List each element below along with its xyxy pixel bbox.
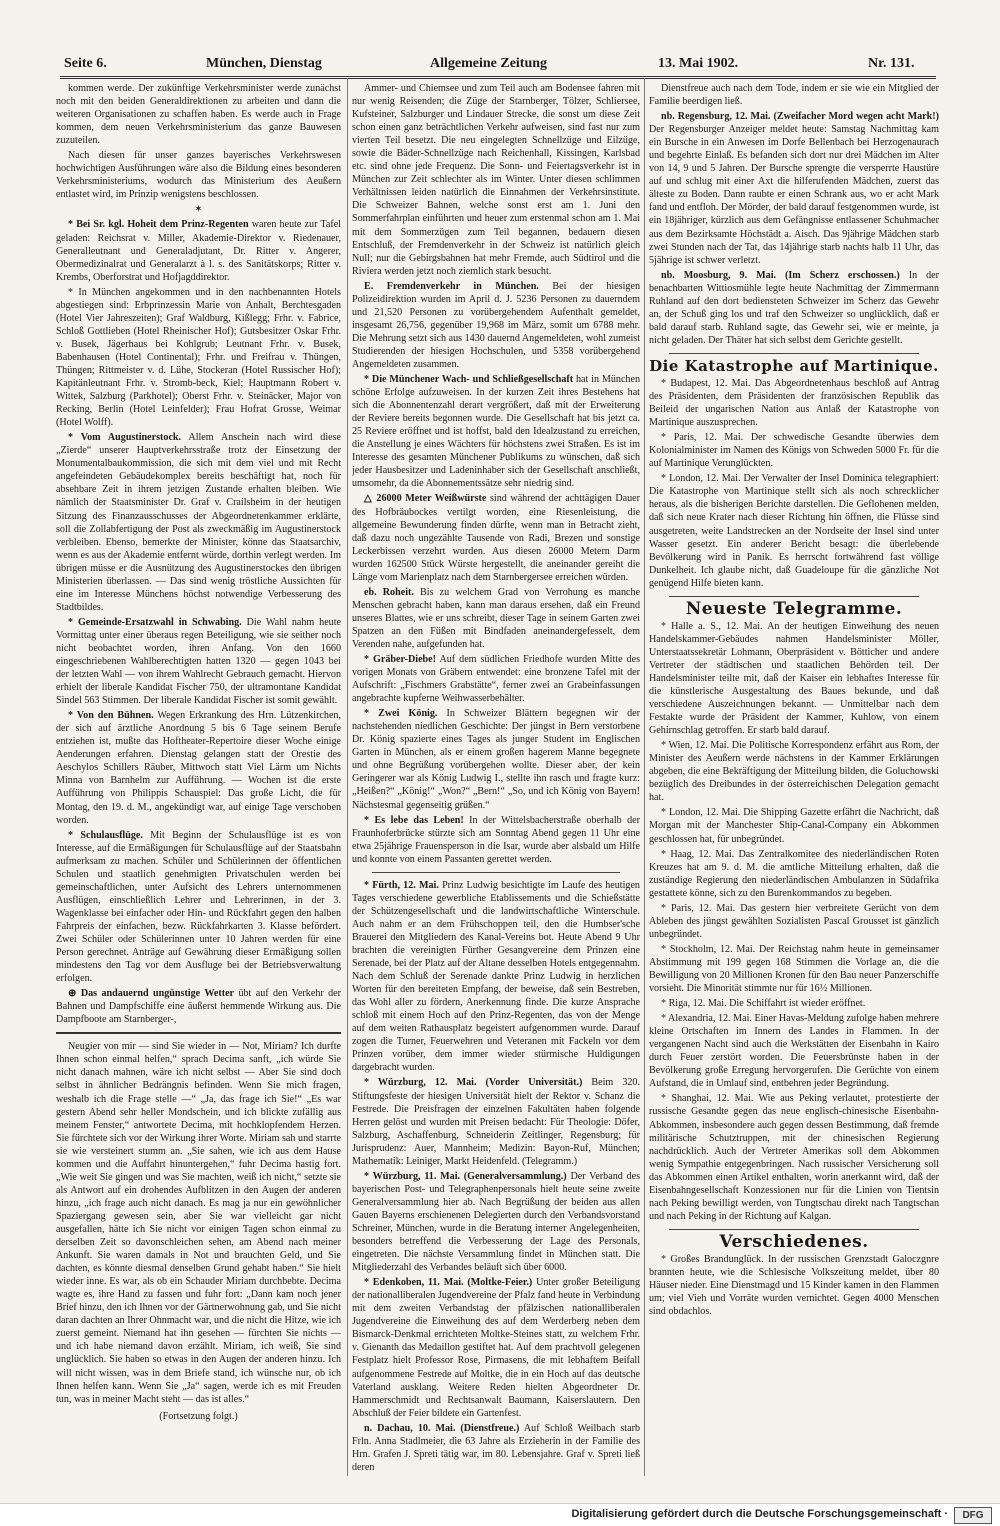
article-heading: * Zwei König. — [364, 708, 438, 720]
issue-date: 13. Mai 1902. — [658, 56, 739, 71]
telegram-item: * Budapest, 12. Mai. Das Abgeordnetenhaus beschloß auf Antrag des Präsidenten, dem Präsidenten der französischen Republik das Beileid der ungarischen Nation aus Anlaß der Katastrophe von Martinique auszusprechen. — [649, 377, 939, 429]
article-body: waren heute zur Tafel geladen: Reichsrat v. Miller, Akademie-Direktor v. Riedenauer, Generalleutnant und Generaladjutant, Dr. Ritter v. Angerer, Obermedizinalrat und Generalarzt à l. s. des Sanitätskorps; Ritter v. Krembs, Oberforstrat und Hofjagddirektor. — [56, 219, 341, 283]
article-heading: * Die Münchener Wach- und Schließgesellschaft — [364, 374, 574, 386]
article-heading: n. Dachau, 10. Mai. (Dienstfreue.) — [364, 1422, 520, 1434]
article-body: Wegen Erkrankung des Hrn. Lützenkirchen, der sich auf ärztliche Anordnung 5 bis 6 Tage seinem Berufe entziehen ist, mußte das Hoftheater-Repertoire dieser Woche einige Aenderungen erfahren. Dienstag gelangen statt der Orestie des Aeschylos Schillers Räuber, Mittwoch statt Viel Lärm um Nichts Minna von Barnhelm zur Aufführung. — Wochen ist die erste Aufführung von Philippis Schauspiel: Das große Licht, die für Montag, den 19. d. M., angekündigt war, auf einige Tage verschoben worden. — [56, 710, 341, 826]
article-heading: * Gemeinde-Ersatzwahl in Schwabing. — [68, 616, 242, 628]
telegram-item: * Paris, 12. Mai. Das gestern hier verbreitete Gerücht von dem Ableben des jüngst gewählten Sozialisten Pascal Grousset ist gänzlich unbegründet. — [649, 902, 939, 940]
article-paragraph — [352, 373, 640, 490]
article-paragraph — [352, 814, 640, 866]
article-paragraph — [56, 709, 341, 826]
article-heading: * Es lebe das Leben! — [364, 814, 464, 826]
article-paragraph — [56, 829, 341, 986]
article-body: Bei der hiesigen Polizeidirektion wurden im April d. J. 5236 Personen zu dauerndem und 21,520 Personen zu vorübergehendem Aufenthalt gemeldet, insgesamt 26,756, gegenüber 19,968 im März, somit um 6788 mehr. Die Mehrung setzt sich aus 1430 dauernd Angemeldeten, wohl zumeist Studierenden der hiesigen Hochschulen, und 5358 vorübergehend Angemeldeten zusammen. — [352, 280, 640, 370]
article-heading: ⊕ Das andauernd ungünstige Wetter — [68, 988, 235, 1000]
telegram-item: * Haag, 12. Mai. Das Zentralkomitee des niederländischen Roten Kreuzes hat am 9. d. M. die amtliche Mitteilung erhalten, daß die zuständige Regierung den niederländischen Ambulanzen in Südafrika gestattete könne, sich zu den Burenkommandos zu begeben. — [649, 848, 939, 899]
article-body: Auf dem südlichen Friedhofe wurden Mitte des vorigen Monats von Gräbern entwendet: eine bronzene Tafel mit der Aufschrift: „Fischmers Grabstätte“, ferner zwei an Grabeinfassungen angebrachte kupferne Weihwasserbehälter. — [352, 654, 640, 705]
section-rule — [669, 353, 919, 354]
article-paragraph — [56, 431, 341, 614]
article-paragraph — [352, 492, 640, 583]
article-heading: * Fürth, 12. Mai. — [364, 879, 439, 891]
header-place-date: München, Dienstag — [206, 56, 322, 71]
feuilleton-rule — [56, 1032, 341, 1034]
article-paragraph — [352, 879, 640, 1075]
column-rule-1 — [347, 78, 348, 1476]
telegram-item: * Alexandria, 12. Mai. Einer Havas-Meldung zufolge haben mehrere kleine Ortschaften im Innern des Landes in Flammen. In der vergangenen Nacht sind auch die Werkstätten der Eisenbahn in Kairo durch Feuer zerstört worden. Die Feuersbrünste haben in der Bevölkerung große Erregung hervorgerufen. Die Gerüchte von einem Aufstand, die in Umlauf sind, entbehren jeder Begründung. — [649, 1013, 939, 1090]
article-heading: nb. Moosburg, 9. Mai. (Im Scherz erschossen.) — [661, 269, 900, 281]
telegram-item: * Wien, 12. Mai. Die Politische Korrespondenz erfährt aus Rom, der Minister des Aeußern werde nächstens in der Kammer Erklärungen abgeben, die eine Bekräftigung der Mitteilung bilden, die Goluchowski bezüglich des Dreibundes in der österreichischen Delegation gemacht hat. — [649, 740, 939, 804]
issue-number: Nr. 131. — [868, 56, 915, 71]
article-body: In der Wittelsbacherstraße oberhalb der Fraunhoferbrücke stürzte sich am Sonntag Abend gegen 11 Uhr eine etwa 25jährige Frauensperson in die Isar, wurde aber alsbald um Hilfe und konnte von einem Passanten gerettet werden. — [352, 814, 640, 865]
article-heading: * Bei Sr. kgl. Hoheit dem Prinz-Regenten — [68, 219, 249, 231]
digitization-footer — [0, 1503, 1000, 1526]
header-rule — [60, 76, 936, 77]
article-paragraph — [649, 269, 939, 347]
article-body: Allem Anschein nach wird diese „Zierde“ unserer Hauptverkehrsstraße trotz der Einsetzung der Monumentalbaukommission, die sich mit dem viel und mit Recht angefeindeten Gebäudekomplex bereits beschäftigt hat, noch für absehbare Zeit in ihrem jetzigen Zustande erhalten bleiben. Wie nämlich der Staatsminister Dr. Graf v. Crailsheim in der heutigen Sitzung des Finanzausschusses der Abgeordnetenkammer erklärte, soll die Zollabfertigung der Post als zweckmäßig im Augustinerstock verbleiben. Ebenso, bemerkte der Minister, könne das Staatsarchiv, wenn es aus der Akademie entfernt würde, dorthin verlegt werden. Im übrigen müsse er die Ausnützung des Augustinerstockes den übrigen Ministerien überlassen. — Das sind wenig tröstliche Aussichten für eine im Interesse Münchens höchst notwendige Verbesserung des Stadtbildes. — [56, 432, 341, 613]
article-paragraph — [352, 1276, 640, 1420]
article-body: Unter großer Beteiligung der nationalliberalen Jugendvereine der Pfalz fand heute in Verbindung mit dem zweiten Verbandstag der pfälzischen nationalliberalen Jugendvereine die Einweihung des auf dem Werderberg neben dem Bismarck-Denkmal errichteten Moltke-Steines statt, zu welchem Frhr. v. Gienanth das Medaillon gestiftet hat. Auf dem prachtvoll gelegenen Festplatz hielt Professor Rose, Pirmasens, die mit lebhaftem Beifall aufgenommene Festrede auf Moltke, die in ein Hoch auf das deutsche Vaterland ausklang. Weitere Reden hielten Abgeordneter Dr. Hammerschmidt und Rechtsanwalt Baumann, Kaiserslautern. Den Abschluß der Feier bildete ein Gartenfest. — [352, 1277, 640, 1419]
section-title-telegrams: Neueste Telegramme. — [685, 598, 903, 619]
article-paragraph — [56, 218, 341, 283]
article-body: hat in München schöne Erfolge aufzuweisen. In der kurzen Zeit ihres Bestehens hat sich die Abonnentenzahl derart vergrößert, daß mit der Erweiterung der Reviere bereits begonnen wurde. Die Gesellschaft hat bis jetzt ca. 25 Reviere eröffnet und ist hoffst, bald den Idealzustand zu erreichen, die Anstellung je eines Wächters für höchstens zwei Straßen. Es ist im Interesse des gesamten Münchener Publikums zu wünschen, daß sich jeder Hausbesitzer und Ladeninhaber sich der Gesellschaft anschließt, umsomehr, da die Abonnementssätze sehr niedrig sind. — [352, 374, 640, 490]
page-header — [60, 56, 936, 78]
article-paragraph — [352, 653, 640, 705]
column-1 — [56, 82, 341, 1482]
article-paragraph: Ammer- und Chiemsee und zum Teil auch am Bodensee fahren mit nur wenig Reisenden; die Züge der Starnberger, Tölzer, Schliersee, Kufsteiner, Salzburger und Lindauer Strecke, die sonst um diese Zeit schon einen ganz beträchtlichen Verkehr aufweisen, sind fast nur zum vierten Teil besetzt. Die neu eingelegten Schnellzüge und Eilzüge, sowie die Bäder-Schnellzüge nach Reichenhall, Kissingen, Karlsbad etc. sind ohne jede Frequenz. Die Sonn- und Feiertagsverkehr ist in München zur Zeit schlechter als im Winter. Unter diesen schlimmen Verhältnissen leiden natürlich die Einnahmen der Verkehrsinstitute. Die Schweizer Bahnen, welche sonst erst am 1. Juni den Sommerfahrplan einführten und heuer zum erstenmal schon am 1. Mai mit dem Sommerzügen zum Teil begannen, bedauern diesen Entschluß, der Fremdenverkehr in der Schweiz ist natürlich gleich Null; nur die Gebirgsbahnen hat mehr Fremde, auch Südtirol und die Riviera werden jetzt noch ziemlich stark besucht. — [352, 83, 640, 277]
article-body: Prinz Ludwig besichtigte im Laufe des heutigen Tages verschiedene gewerbliche Etablissements und die Schießstätte der Schützengesellschaft und die landwirtschaftliche Winterschule. Auch nahm er an dem Frühschoppen teil, den die Humbser'sche Brauerei den Mitgliedern des Kanal-Vereins bot. Heute Abend 9 Uhr brachten die vereinigten Fürther Gesangvereine dem Prinzen eine Serenade, bei der Platz auf der Altane desselben Hotels entgegennahm. Nach dem Schluß der Serenade dankte Prinz Ludwig in herzlichen Worten für den bereiteten Empfang, der beweise, daß sein Bestreben, das Wohl aller zu fördern, Anerkennung finde. Die kurze Ansprache schloß mit einem Hoch auf den Prinz-Regenten, das von der Menge auf dem weiten Rathausplatz begeistert aufgenommen wurde. Darauf zogen die Turner, Feuerwehren und Veteranen mit Fackeln vor dem Prinzen vorüber, dem immer wieder stürmische Huldigungen dargebracht wurden. — [352, 879, 640, 1074]
section-title-martinique: Die Katastrophe auf Martinique. — [649, 356, 939, 375]
telegram-item: * Paris, 12. Mai. Der schwedische Gesandte überwies dem Kolonialminister im Namen des Königs von Schweden 5000 Fr. für die auf Martinique Verunglückten. — [649, 432, 939, 470]
article-paragraph: Nach diesen für unser ganzes bayerisches Verkehrswesen hochwichtigen Ausführungen wäre also die Bildung eines besonderen Verkehrsministeriums, wodurch das Ministerium des Aeußern entlastet wird, im Prinzip wenigstens beschlossen. — [56, 150, 341, 201]
article-heading: eb. Roheit. — [364, 586, 414, 598]
page-number: Seite 6. — [64, 56, 107, 71]
article-paragraph — [56, 616, 341, 707]
article-heading: * Vom Augustinerstock. — [68, 432, 182, 444]
column-rule-2 — [644, 78, 645, 1476]
article-heading: * Würzburg, 12. Mai. (Vorder Universität.) — [364, 1077, 583, 1089]
article-paragraph — [352, 707, 640, 811]
telegram-item: * Shanghai, 12. Mai. Wie aus Peking verlautet, protestierte der russische Gesandte gegen das neue englisch-chinesische Eisenbahn-Abkommen, insbesondere auch gegen dessen Bestimmung, daß fremde militärische Schutztruppen, mit der chinesischen Regierung nachdrücklich. Auch der Vertreter Amerikas soll dem Abkommen wenig Sympathie entgegenbringen. Nach russischer Versicherung soll das Abkommen einen Artikel enthalten, worin anerkannt wird, daß der Eisenbahngesellschaft Konzessionen nur für die Linien von Tientsin nach Peking bewilligt werden, von Tungtschau direkt nach Tangtschan und nach Peking in der Richtung auf Kalgan. — [649, 1093, 939, 1222]
article-body: Beim 320. Stiftungsfeste der hiesigen Universität hielt der Rektor v. Schanz die Festrede. Die Preisfragen der einzelnen Fakultäten haben folgende Herren gelöst und wurden mit Preisen bedacht: Für Theologie: Döfer, Salzburg, Aschaffenburg, Schneiderin Zeitlinger, Regensburg; für Jurisprudenz: Auer, Mannheim; Medizin: Bayon-Ruf, München; Mathematik: Leiniger, Markt Heidenfeld. (Telegramm.) — [352, 1077, 640, 1167]
telegram-item: * Stockholm, 12. Mai. Der Reichstag nahm heute in gemeinsamer Abstimmung mit 199 gegen 168 Stimmen die Vorlage an, die die Bewilligung von 20 Millionen Kronen für den Bau neuer Panzerschiffe vorsieht. Die Minorität stimmte nur für 16½ Millionen. — [649, 943, 939, 995]
article-heading: * Von den Bühnen. — [68, 710, 154, 722]
footer-credit: Digitalisierung gefördert durch die Deutsche Forschungsgemeinschaft · — [571, 1508, 948, 1520]
dfg-logo-icon: DFG — [954, 1507, 992, 1524]
header-rule-2 — [60, 78, 936, 79]
article-body: Der Verband des bayerischen Post- und Telegraphenpersonals hielt heute seine zweite Generalversammlung hier ab. Nach Begrüßung der beiden aus allen Gauen Bayerns erschienenen Delegierten durch den Verbandsvorstand Schreiner, München, wurde in die Beratung interner Angelegenheiten, besonders betreffend die Verbesserung der Lage des Personals, eingetreten. Die nächste Versammlung findet in München statt. Die Mitgliederzahl des Verbandes beläuft sich über 6000. — [352, 1170, 640, 1274]
article-body: sind während der achttägigen Dauer des Hofbräubockes vertilgt worden, eine Riesenleistung, die allgemeine Bewunderung finden dürfte, wenn man in Betracht zieht, daß dazu noch ungezählte Tausende von Radi, Brezen und sonstige Leckerbissen verzehrt wurden. Aus diesen 26000 Metern Darm wurden 162500 Stück Würste hergestellt, die aneinander gereiht die Länge vom Marienplatz nach dem Starnbergersee erreichen würden. — [352, 493, 640, 583]
article-body: übt auf den Verkehr der Bahnen und Dampfschiffe eine äußerst hemmende Wirkung aus. Die Dampfboote am Starnberger-, — [56, 988, 341, 1026]
article-heading: * Gräber-Diebe! — [364, 654, 437, 666]
article-body: Der Regensburger Anzeiger meldet heute: Samstag Nachmittag kam ein Bursche in ein Anwesen im Dorfe Bellenbach bei Herzogenaurach und begehrte Einlaß. Es befanden sich dort nur drei Mädchen im Alter von 14, 9 und 5 Jahren. Der Bursche sprengte die versperrte Haustüre auf und schlug mit einer Axt die hilferufenden Mädchen, zuerst das älteste zu Boden. Dann raubte er einen Schrank aus, wo er acht Mark fand und entfloh. Der Mörder, der bald darauf festgenommen wurde, ist ein 18jähriger, kürzlich aus dem Gefängnisse entlassener Schuhmacher aus dem Bezirksamte Höchstädt a. Aisch. Das 9jährige Mädchen starb zwei Stunden nach der Tat, das 14jährige starb nachts halb 11 Uhr, das 5jährige ist schwer verletzt. — [649, 124, 939, 266]
article-paragraph — [56, 987, 341, 1026]
article-paragraph — [352, 280, 640, 371]
article-heading: △ 26000 Meter Weißwürste — [364, 493, 487, 505]
telegram-item: * Riga, 12. Mai. Die Schiffahrt ist wieder eröffnet. — [661, 998, 866, 1010]
article-heading: * Schulausflüge. — [68, 829, 143, 841]
continuation-note: (Fortsetzung folgt.) — [159, 1410, 238, 1422]
section-rule — [372, 872, 620, 873]
telegram-item: * Halle a. S., 12. Mai. An der heutigen Einweihung des neuen Handelskammer-Gebäudes nahmen Handelsminister Möller, Unterstaatssekretär Lohmann, Oberpräsident v. Bötticher und andere Vertreter der städtischen und staatlichen Behörden teil. Der Handelsminister teilte mit, daß der Kaiser ein lebhaftes Interesse für die künstlerische Ausgestaltung des Baues bekunde, und daß verschiedene Auszeichnungen bekannt. — Unmittelbar nach dem Festakte wurde der Präsident der Kammer, Kuhlow, von einem Gehirnschlag getroffen. Er starb bald darauf. — [649, 620, 939, 737]
article-paragraph: kommen werde. Der zukünftige Verkehrsminister werde zunächst noch mit den beiden Generaldirektionen zu arbeiten und dann die weiteren Organisationen zu schaffen haben. Es werde auch in Frage kommen, dem neuen Verkehrsministerium das ganze Bauwesen zuzuteilen. — [56, 83, 341, 147]
section-rule — [669, 1229, 919, 1230]
article-heading: nb. Regensburg, 12. Mai. (Zweifacher Mord wegen acht Mark!) — [661, 111, 939, 123]
column-2 — [352, 82, 640, 1482]
article-paragraph — [352, 1170, 640, 1274]
separator-star: ✶ — [194, 204, 203, 216]
article-heading: E. Fremdenverkehr in München. — [364, 280, 539, 292]
feuilleton-text: Neugier von mir — sind Sie wieder in — Not, Miriam? Ich durfte Ihnen schon einmal helfen,“ sprach Decima sanft, „ich würde Sie nicht danach mahnen, wäre ich nicht selbst — Aber Sie sind doch selbst in ähnlicher Bedrängnis befinden. Wenn Sie mich fragen, weshalb ich die Frage stelle —“ „Ja, das frage ich Sie!“ „Es war gestern Abend sehr heller Mondschein, und ich blickte zufällig aus meinem Fenster,“ antwortete Decima, mit hochklopfendem Herzen. Sie fürchtete sich vor der Wirkung ihrer Worte. Miriam sah und starrte sie wie versteinert stumm an. „Sie sahen, wie ich aus dem Hause kommen und die Auffahrt hinuntergehen,“ fuhr Decima hastig fort. „Wie weit Sie gingen und was Sie machten, weiß ich nicht,“ setzte sie als Antwort auf ein drohendes Aufblitzen in den Augen der anderen hinzu, „ich frage auch nicht danach. Es mag ja nur ein gewöhnlicher Spaziergang gewesen sein, aber Sie war vielleicht gar nicht ausgefallen, hätte ich Sie nicht vor einigen Tagen schon einmal zu derselben Zeit so davonschleichen sehen, am Abend nach meiner Ankunft. Sie waren damals in Not und brauchten Geld, und Sie dachten, es könnte diesmal denselben Grund gehabt haben.“ Sie hielt wieder inne. Es war, als ob ein Schauder Miriam durchbebte. Decima wagte es, ihre Hand zu fassen und fuhr fort: „Dann kam noch jener Brief hinzu, den ich Ihnen vor der Gärtnerwohnung gab, und Sie nicht daran dachten an Ihrer Ohnmacht war, und die nicht die Hitze, wie ich zuerst gemeint. Niemand hat ihn gesehen — fürchten Sie nichts — und ich habe niemand davon erzählt. Miriam, ich weiß, Sie sind unglücklich. Sie haben so etwas in den Augen der anderen hinzu. Ich will nicht wissen, was in dem Briefe stand, ich wünsche nur, ob ich Ihnen helfen kann. Wenn Sie „Ja“ sagen, werde ich es mit Freuden tun, was in meiner Macht steht — das ist alles.“ — [56, 1041, 341, 1405]
article-paragraph: Dienstfreue auch nach dem Tode, indem er sie wie ein Mitglied der Familie beerdigen ließ. — [649, 83, 939, 108]
article-paragraph — [352, 1076, 640, 1167]
article-paragraph — [352, 586, 640, 651]
section-title-misc: Verschiedenes. — [719, 1231, 869, 1252]
column-3 — [649, 82, 939, 1482]
article-body: Mit Beginn der Schulausflüge ist es von Interesse, auf die Ermäßigungen für Schulausflüge auf der Staatsbahn aufmerksam zu machen. Schüler und Schülerinnen der öffentlichen Schulen und staatlich genehmigten Privatschulen werden bei gemeinschaftlichen, unter Aufsicht des Lehrers unternommenen Ausflügen, einschließlich Lehrer und Lehrerinnen, in der 3. Wagenklasse bei einfacher oder Hin- und Rückfahrt gegen den halben Fahrpreis der einfachen, bezw. Rückfahrkarten 3. Klasse befördert. Zwei Schüler oder Schülerinnen unter 10 Jahren werden für eine Person gerechnet. Anträge auf Gewährung dieser Ermäßigung sollen mindestens den Tag vor dem Ausfluge bei der Betriebsverwaltung erfolgen. — [56, 829, 341, 985]
article-body: Die Wahl nahm heute Vormittag unter einer überaus regen Beteiligung, wie sie seither noch nicht beobachtet worden, ihren Anfang. Von den 1660 eingeschriebenen Wahlberechtigten hatten 1320 — gegen 1043 bei der letzten Wahl — von ihrem Wahlrecht Gebrauch gemacht. Hiervon erhielt der liberale Kandidat Fischer 750, der ultramontane Kandidat Sindel 563 Stimmen. Der liberale Kandidat Fischer ist somit gewählt. — [56, 616, 341, 707]
misc-item: * Großes Brandunglück. In der russischen Grenzstadt Galoczgnre brannten heute, wie die Schlesische Volkszeitung meldet, über 80 Häuser nieder. Eine Dienstmagd und 15 Kinder kamen in den Flammen um; viel Vieh und Vorräte wurden vernichtet. Gegen 4000 Menschen sind obdachlos. — [649, 1253, 939, 1318]
telegram-item: * London, 12. Mai. Der Verwalter der Insel Dominica telegraphiert: Die Katastrophe von Martinique stellt sich als noch schrecklicher heraus, als die bisherigen Berichte darstellen. Die Geflohenen melden, daß sich neue Krater nach dieser Richtung hin öffnen, die Flüsse sind ausgetreten, weite Landstrecken an der Nordseite der Insel sind unter Wasser gesetzt. Ein anderer Bericht besagt: die überlebende Bevölkerung wird in Panik. Es herrscht fortwährend fast völlige Dunkelheit. Ich glaube nicht, daß Guadeloupe für die gänzliche Not genügend Hilfe bieten kann. — [649, 473, 939, 589]
article-body: In der benachbarten Wittiosmühle legte heute Nachmittag der Zimmermann Ruhland auf den dort bediensteten Schweizer im Scherz das Gewehr an, der Schuß ging los und traf den Schweizer so unglücklich, daß er bald darauf starb. Ruhland sagte, das Gewehr sei, wie er meinte, ja nicht geladen. Der Thäter hat sich selbst dem Gerichte gestellt. — [649, 269, 939, 346]
article-body: Auf Schloß Weilbach starb Frln. Anna Stadlmeier, die 63 Jahre als Erzieherin in der Familie des Hrn. Grafen J. Spreti tätig war, im 80. Lebensjahre. Graf v. Spreti ließ deren — [352, 1422, 640, 1473]
article-paragraph — [649, 110, 939, 267]
article-body: Bis zu welchem Grad von Verrohung es manche Menschen gebracht haben, kann man daraus ersehen, daß ein Freund unseres Blattes, wie er uns schreibt, dieser Tage in seinem Garten zwei Spatzen an den Füßen mit Bindfaden aneinandergefesselt, dem Verenden nahe, aufgefunden hat. — [352, 586, 640, 650]
newspaper-title: Allgemeine Zeitung — [430, 56, 548, 71]
article-paragraph: * In München angekommen und in den nachbenannten Hotels abgestiegen sind: Erbprinzessin Marie von Anhalt, Berchtesgaden (Hotel Vier Jahreszeiten); Graf Waldburg, Kißlegg; Frhr. v. Fabrice, Schloß Gottlieben (Hotel Rheinischer Hof); Gutsbesitzer Oskar Frhr. v. Busek, Jägerhaus bei Kohlgrub; Leutnant Frhr. v. Busek, Babenhausen (Hotel Continental); Frhr. und Freifrau v. Thüngen, Thüngen; Rittmeister v. d. Lühe, Stockeran (Hotel Russischer Hof); Kapitänleutnant Frhr. v. Stromb-beck, Kiel; Hauptmann Robert v. Wittek, Salzburg (Parkhotel); Oberst Frhr. v. Steinäcker, Major von Recking, Berlin (Hotel Leinfelder); Frau Hofrat Grosse, Weimar (Hotel Wolff). — [56, 286, 341, 429]
article-heading: * Würzburg, 11. Mai. (Generalversammlung.) — [364, 1170, 567, 1182]
article-body: In Schweizer Blättern begegnen wir der nachstehenden niedlichen Geschichte: Der jüngst in Bern verstorbene Dr. König spazierte eines Tages als junger Student im Englischen Garten in München, als er einem großen hagerem Manne begegnete und ohne Begrüßung vorübergehen wollte. Dieser aber, der kein Geringerer war als König Ludwig I., stellte ihn rasch und fragte kurz: „Heißen?“ „König!“ „Won?“ „Bern!“ „So, und ich König von Bayern! Nächstesmal gegenseitig grüßen.“ — [352, 708, 640, 811]
section-rule — [669, 596, 919, 597]
article-heading: * Edenkoben, 11. Mai. (Moltke-Feier.) — [364, 1277, 533, 1289]
telegram-item: * London, 12. Mai. Die Shipping Gazette erfährt die Nachricht, daß Morgan mit der Manchester Ship-Canal-Company ein Abkommen geschlossen hat, für unbegründet. — [649, 807, 939, 845]
article-paragraph — [352, 1422, 640, 1474]
